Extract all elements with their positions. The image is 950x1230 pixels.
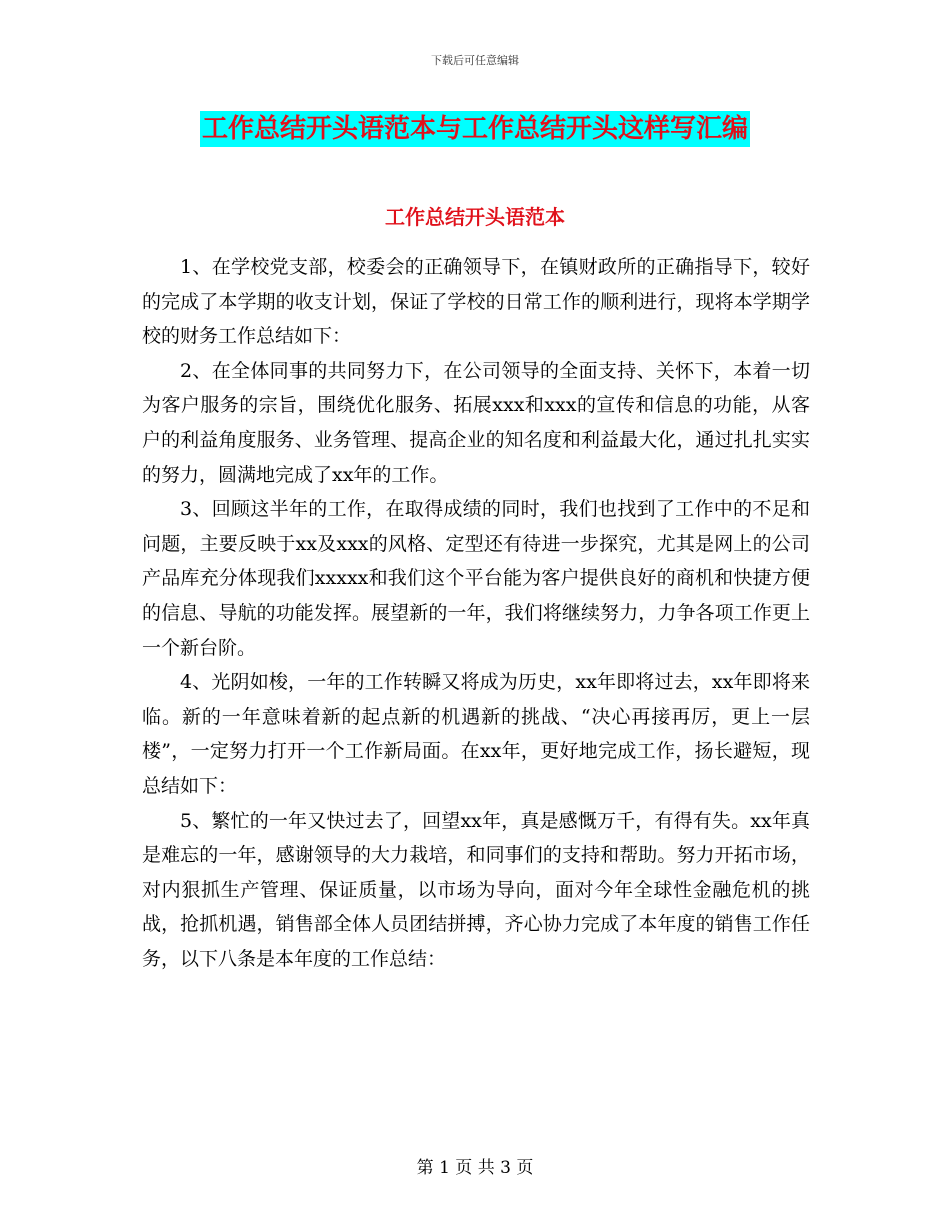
paragraph-3: 3、回顾这半年的工作，在取得成绩的同时，我们也找到了工作中的不足和问题，主要反映于xx及xxx的风格、定型还有待进一步探究，尤其是网上的公司产品库充分体现我们xxxxx和我们这个平台能为客户提供良好的商机和快捷方便的信息、导航的功能发挥。展望新的一年，我们将继续努力，力争各项工作更上一个新台阶。	[142, 498, 810, 659]
paragraph-4: 4、光阴如梭，一年的工作转瞬又将成为历史，xx年即将过去，xx年即将来临。新的一年意味着新的起点新的机遇新的挑战、“决心再接再厉，更上一层楼”，一定努力打开一个工作新局面。在xx年，更好地完成工作，扬长避短，现总结如下：	[142, 671, 810, 797]
paragraph-2: 2、在全体同事的共同努力下，在公司领导的全面支持、关怀下，本着一切为客户服务的宗旨，围绕优化服务、拓展xxx和xxx的宣传和信息的功能，从客户的利益角度服务、业务管理、提高企业的知名度和利益最大化，通过扎扎实实的努力，圆满地完成了xx年的工作。	[142, 359, 810, 486]
paragraph-5: 5、繁忙的一年又快过去了，回望xx年，真是感慨万千，有得有失。xx年真是难忘的一年，感谢领导的大力栽培，和同事们的支持和帮助。努力开拓市场，对内狠抓生产管理、保证质量，以市场为导向，面对今年全球性金融危机的挑战，抢抓机遇，销售部全体人员团结拼搏，齐心协力完成了本年度的销售工作任务，以下八条是本年度的工作总结：	[142, 809, 810, 970]
page-number-footer: 第 1 页 共 3 页	[416, 1158, 534, 1178]
document-body	[142, 221, 810, 976]
paragraph-1: 1、在学校党支部，校委会的正确领导下，在镇财政所的正确指导下，较好的完成了本学期的收支计划，保证了学校的日常工作的顺利进行，现将本学期学校的财务工作总结如下：	[142, 256, 810, 348]
document-title-container	[0, 111, 950, 147]
section-title: 工作总结开头语范本	[385, 205, 565, 229]
document-title: 工作总结开头语范本与工作总结开头这样写汇编	[200, 111, 750, 147]
header-note: 下载后可任意编辑	[431, 54, 519, 67]
